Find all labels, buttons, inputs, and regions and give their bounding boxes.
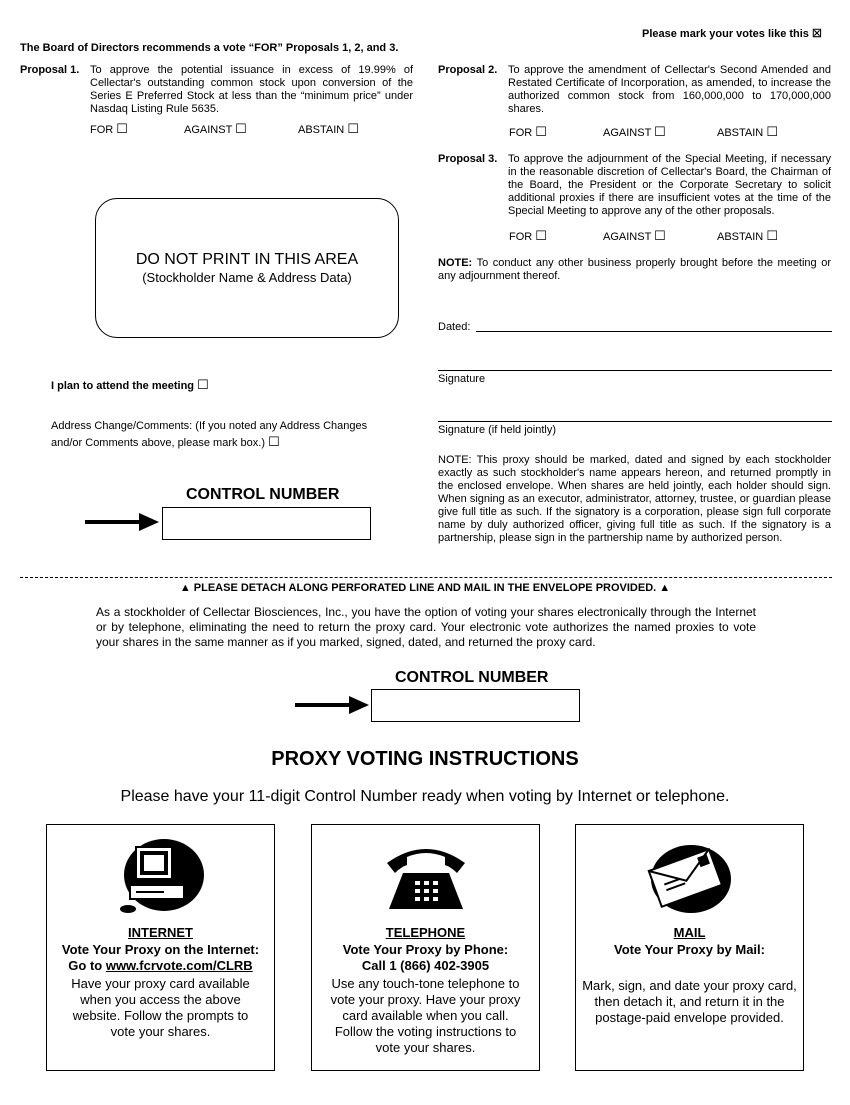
control-number-label-2: CONTROL NUMBER: [395, 669, 549, 686]
note-proxy-signing: NOTE: This proxy should be marked, dated and signed by each stockholder exactly as such stockholder's name appears hereon, and returned promptly in the enclosed envelope. When shares are held jointly, each holder should sign. When signing as an executor, administrator, attorney, trustee, or guardian please give full title as such. If the signatory is a corporation, please sign full corporate name by duly authorized officer, giving full title as such. If the signatory is a partnership, please sign in the partnership name by authorized person.: [438, 454, 831, 544]
proposal-3-votes: [509, 228, 829, 242]
mark-votes-instruction: Please mark your votes like this ☒: [642, 28, 822, 40]
internet-title: INTERNET: [128, 925, 193, 940]
arrow-right-icon: [85, 511, 161, 533]
proposal-2-label: Proposal 2.: [438, 64, 498, 76]
proposal-1-against[interactable]: AGAINST ☐: [184, 121, 247, 136]
signature-line[interactable]: [438, 370, 832, 371]
detach-instruction: ▲ PLEASE DETACH ALONG PERFORATED LINE AND MAIL IN THE ENVELOPE PROVIDED. ▲: [179, 582, 671, 594]
telephone-body: Use any touch-tone telephone to vote your proxy. Have your proxy card available when you call. Follow the voting instructions to vote your shares.: [330, 976, 521, 1055]
plan-attend-checkbox[interactable]: ☐: [197, 377, 209, 392]
perforation-line: [20, 577, 832, 578]
computer-icon: [116, 837, 206, 917]
instructions-subtitle: Please have your 11-digit Control Number ready when voting by Internet or telephone.: [120, 788, 730, 805]
proposal-3-against[interactable]: AGAINST ☐: [603, 228, 666, 243]
proposal-1-for[interactable]: FOR ☐: [90, 121, 128, 136]
signature-joint-line[interactable]: [438, 421, 832, 422]
example-marked-checkbox: ☒: [811, 28, 822, 40]
proposal-3-label: Proposal 3.: [438, 153, 498, 165]
internet-line1: Vote Your Proxy on the Internet:: [61, 942, 260, 957]
control-number-label: CONTROL NUMBER: [186, 486, 340, 503]
proposal-2-votes: [509, 124, 829, 138]
internet-body: Have your proxy card available when you access the above website. Follow the prompts to vote your shares.: [71, 976, 250, 1039]
internet-line2: Go to www.fcrvote.com/CLRB: [68, 958, 253, 973]
proposal-3-abstain[interactable]: ABSTAIN ☐: [717, 228, 778, 243]
control-number-box[interactable]: [162, 507, 371, 540]
proposal-2-against[interactable]: AGAINST ☐: [603, 124, 666, 139]
note-other-business: NOTE: To conduct any other business properly brought before the meeting or any adjournment thereof.: [438, 257, 832, 282]
internet-link[interactable]: www.fcrvote.com/CLRB: [105, 958, 253, 973]
dated-label: Dated:: [438, 321, 471, 333]
mail-line1: Vote Your Proxy by Mail:: [614, 942, 765, 957]
proposal-2-text: To approve the amendment of Cellectar's Second Amended and Restated Certificate of Incorporation, as amended, to increase the authorized common stock from 160,000,000 to 170,000,000 shares.: [508, 64, 831, 115]
mail-title: MAIL: [673, 925, 706, 940]
envelope-icon: [645, 837, 735, 917]
signature-label: Signature: [438, 373, 486, 385]
proposal-3-text: To approve the adjournment of the Special Meeting, if necessary in the reasonable discretion of Cellectar's Board, the Chairman of the Board, the President or the Corporate Secretary to solicit additional proxies if there are insufficient votes at the time of the Special Meeting to approve any of the other proposals.: [508, 153, 831, 217]
proposal-1-label: Proposal 1.: [20, 64, 80, 76]
telephone-line1: Vote Your Proxy by Phone:: [342, 942, 509, 957]
board-recommendation: The Board of Directors recommends a vote “FOR” Proposals 1, 2, and 3.: [20, 42, 399, 54]
telephone-title: TELEPHONE: [385, 925, 466, 940]
do-not-print-subtitle: (Stockholder Name & Address Data): [142, 270, 352, 285]
instructions-title: PROXY VOTING INSTRUCTIONS: [271, 748, 579, 770]
proposal-3-for[interactable]: FOR ☐: [509, 228, 547, 243]
proposal-2-abstain[interactable]: ABSTAIN ☐: [717, 124, 778, 139]
mail-body: Mark, sign, and date your proxy card, then detach it, and return it in the postage-paid envelope provided.: [582, 978, 797, 1025]
address-change: Address Change/Comments: (If you noted any Address Changes and/or Comments above, please mark box.) ☐: [51, 420, 368, 449]
plan-attend: I plan to attend the meeting ☐: [51, 377, 209, 392]
telephone-method: [311, 824, 540, 1071]
telephone-line2: Call 1 (866) 402-3905: [361, 958, 490, 973]
telephone-icon: [381, 837, 471, 917]
signature-joint-label: Signature (if held jointly): [438, 424, 557, 436]
control-number-box-2[interactable]: [371, 689, 580, 722]
internet-method: [46, 824, 275, 1071]
arrow-right-icon: [295, 694, 371, 716]
proposal-2-for[interactable]: FOR ☐: [509, 124, 547, 139]
do-not-print-title: DO NOT PRINT IN THIS AREA: [135, 251, 359, 268]
mail-method: [575, 824, 804, 1071]
proposal-1-text: To approve the potential issuance in excess of 19.99% of Cellectar's outstanding common stock upon conversion of the Series E Preferred Stock at less than the “minimum price” under Nasdaq Listing Rule 5635.: [90, 64, 413, 115]
address-change-checkbox[interactable]: ☐: [268, 434, 280, 449]
address-area: [95, 198, 399, 338]
proposal-1-abstain[interactable]: ABSTAIN ☐: [298, 121, 359, 136]
electronic-intro: As a stockholder of Cellectar Biosciences, Inc., you have the option of voting your shares electronically through the Internet or by telephone, eliminating the need to return the proxy card. Your electronic vote authorizes the named proxies to vote your shares in the same manner as if you marked, signed, dated, and returned the proxy card.: [96, 605, 756, 649]
proposal-1-votes: [90, 121, 410, 135]
dated-line[interactable]: [476, 331, 832, 332]
